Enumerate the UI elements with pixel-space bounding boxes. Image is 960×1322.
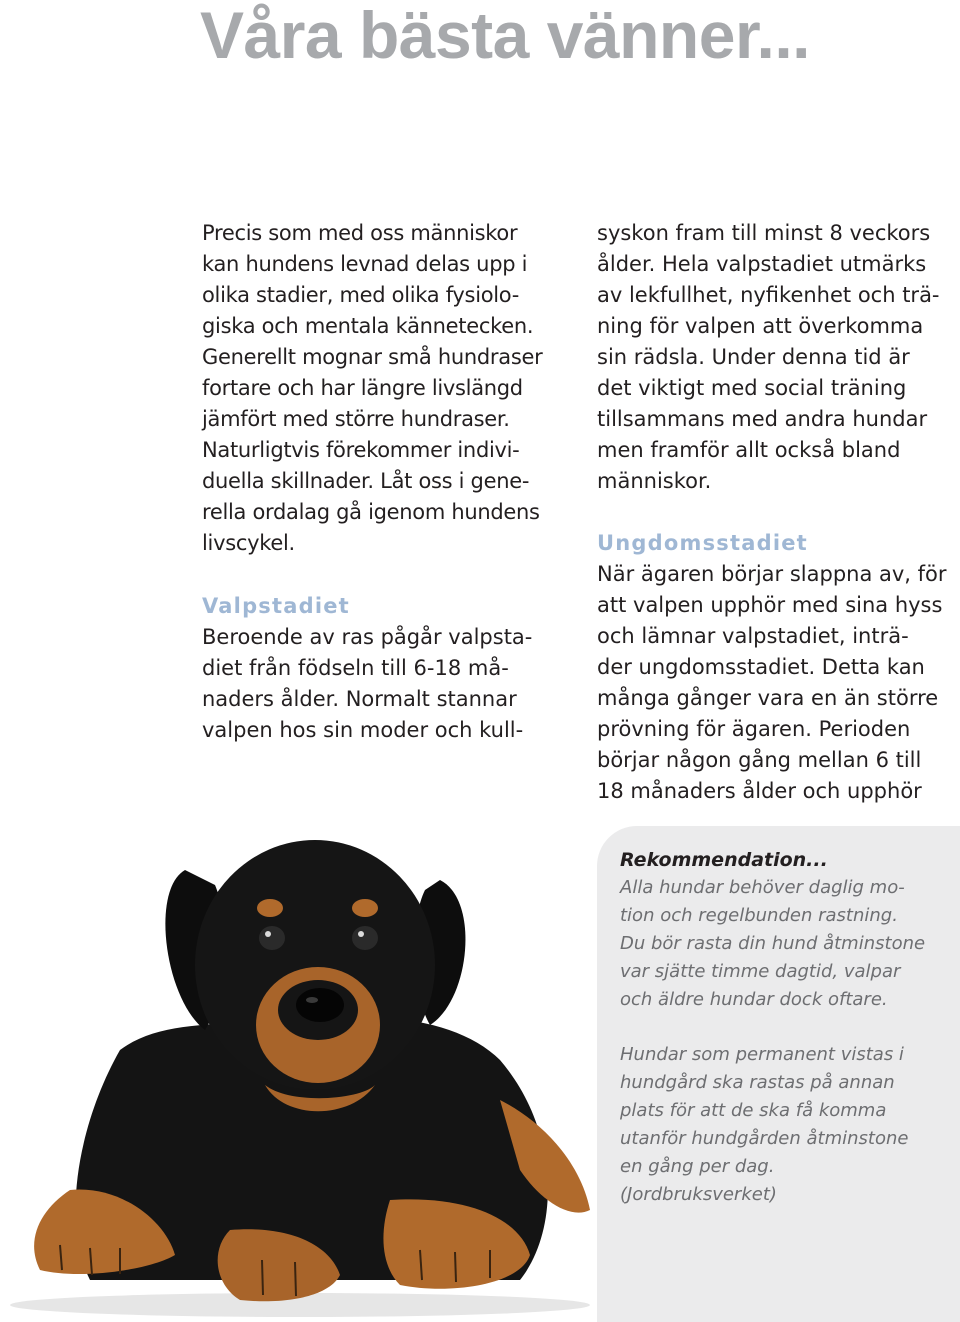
text-line: olika stadier, med olika fysiolo- [202,283,520,307]
text-line: 18 månaders ålder och upphör [597,779,922,803]
text-line: Naturligtvis förekommer indivi- [202,438,520,462]
text-line: syskon fram till minst 8 veckors [597,221,931,245]
text-line: valpen hos sin moder och kull- [202,718,524,742]
text-line: Du bör rasta din hund åtminstone [620,933,926,954]
right-eye-highlight [358,931,364,937]
text-line: Precis som med oss människor [202,221,518,245]
left-eye-highlight [265,931,271,937]
text-line: Alla hundar behöver daglig mo- [620,877,905,898]
text-line: livscykel. [202,531,295,555]
section-heading-valpstadiet: Valpstadiet [202,594,350,618]
text-line: rella ordalag gå igenom hundens [202,500,540,524]
text-line: det viktigt med social träning [597,376,907,400]
text-line: många gånger vara en än större [597,686,939,710]
text-line: duella skillnader. Låt oss i gene- [202,469,530,493]
text-line: Generellt mognar små hundraser [202,345,543,369]
continued-paragraph [597,218,957,497]
text-line: Beroende av ras pågår valpsta- [202,625,533,649]
text-line: var sjätte timme dagtid, valpar [620,961,901,982]
text-line: der ungdomsstadiet. Detta kan [597,655,925,679]
left-column [202,218,582,746]
left-eyebrow-mark [257,899,283,917]
intro-paragraph [202,218,582,559]
page-title: Våra bästa vänner... [200,0,811,72]
text-line: ning för valpen att överkomma [597,314,924,338]
text-line: giska och mentala kännetecken. [202,314,534,338]
text-line: och äldre hundar dock oftare. [620,989,888,1010]
rottweiler-puppy-photo [0,800,600,1322]
valpstadiet-paragraph [202,622,582,746]
text-line: av lekfullhet, nyfikenhet och trä- [597,283,940,307]
nose [296,988,344,1022]
text-line: tion och regelbunden rastning. [620,905,898,926]
text-line: hundgård ska rastas på annan [620,1072,895,1093]
recommendation-content [620,846,950,1209]
text-line: kan hundens levnad delas upp i [202,252,528,276]
right-column [597,218,957,807]
text-line: ålder. Hela valpstadiet utmärks [597,252,927,276]
recommendation-box [597,826,960,1322]
text-line: börjar någon gång mellan 6 till [597,748,922,772]
recommendation-title: Rekommendation... [620,849,828,871]
text-line: tillsammans med andra hundar [597,407,928,431]
text-line: jämfört med större hundraser. [202,407,510,431]
text-line: en gång per dag. [620,1156,775,1177]
text-line: Hundar som permanent vistas i [620,1044,904,1065]
text-line: naders ålder. Normalt stannar [202,687,517,711]
text-line: utanför hundgården åtminstone [620,1128,909,1149]
text-line: och lämnar valpstadiet, inträ- [597,624,909,648]
text-line: fortare och har längre livslängd [202,376,523,400]
text-line: prövning för ägaren. Perioden [597,717,911,741]
left-eye [259,926,285,950]
text-line: När ägaren börjar slappna av, för [597,562,947,586]
right-eyebrow-mark [352,899,378,917]
text-line: (Jordbruksverket) [620,1184,777,1205]
text-line: sin rädsla. Under denna tid är [597,345,910,369]
right-eye [352,926,378,950]
ungdomsstadiet-paragraph [597,559,957,807]
section-heading-ungdomsstadiet: Ungdomsstadiet [597,531,808,555]
nose-highlight [306,997,318,1003]
text-line: diet från födseln till 6-18 må- [202,656,509,680]
text-line: att valpen upphör med sina hyss [597,593,943,617]
text-line: plats för att de ska få komma [620,1100,887,1121]
text-line: människor. [597,469,712,493]
text-line: men framför allt också bland [597,438,901,462]
